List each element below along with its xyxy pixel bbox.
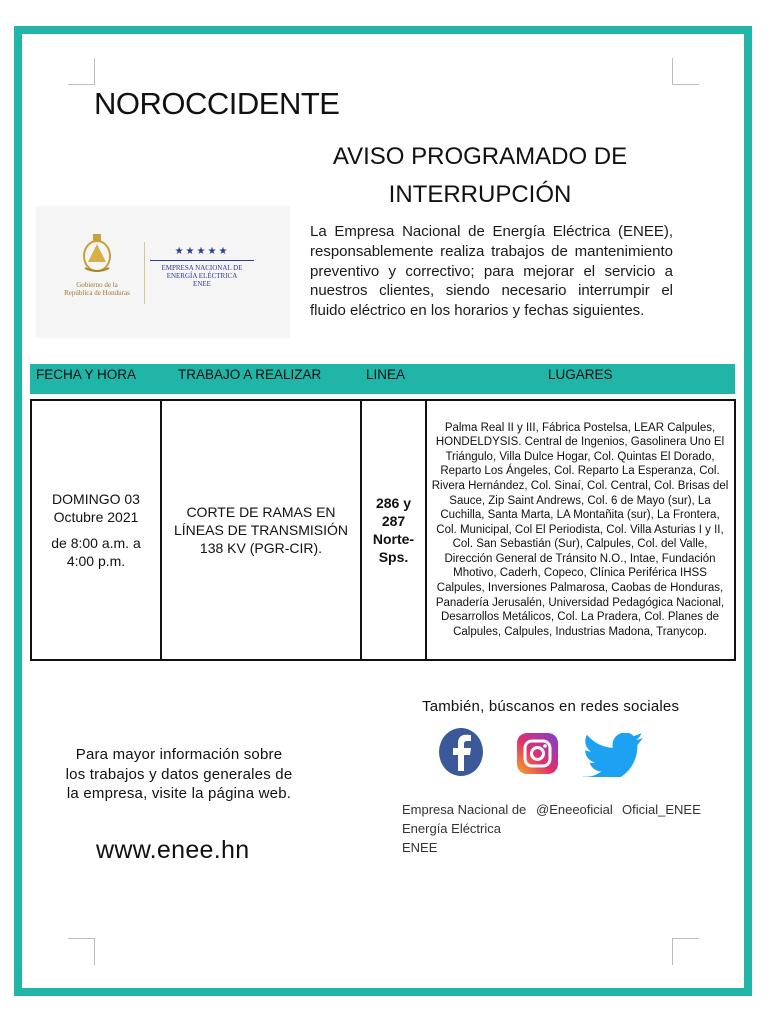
- honduras-coat-of-arms-icon: [79, 232, 115, 274]
- hora-start: de 8:00 a.m. a: [51, 535, 141, 551]
- instagram-handle: @Eneeoficial: [536, 802, 613, 817]
- enee-logo-rule: [150, 260, 254, 261]
- twitter-handle: Oficial_ENEE: [622, 802, 701, 817]
- trabajo-text: CORTE DE RAMAS EN LÍNEAS DE TRANSMISIÓN 138 KV (PGR-CIR).: [173, 504, 348, 556]
- table-header: [30, 364, 735, 394]
- twitter-icon[interactable]: [580, 733, 644, 777]
- website-link[interactable]: www.enee.hn: [96, 836, 250, 864]
- header-lugares: LUGARES: [548, 367, 613, 382]
- linea-line2: 287: [381, 513, 406, 529]
- fecha-day: DOMINGO 03: [52, 491, 140, 507]
- linea-line1: 286 y: [375, 495, 412, 511]
- notice-title-line1: AVISO PROGRAMADO DE: [332, 143, 628, 170]
- info-text: Para mayor información sobre los trabajos y datos generales de la empresa, visite la página web.: [65, 746, 293, 802]
- facebook-icon[interactable]: [438, 727, 484, 777]
- enee-logo: [146, 246, 258, 288]
- linea-line4: Sps.: [378, 549, 409, 565]
- crop-mark: [68, 938, 95, 965]
- notice-title: [300, 138, 660, 214]
- facebook-handle-line2: Energía Eléctrica: [402, 821, 501, 836]
- enee-text-line1: EMPRESA NACIONAL DE: [161, 264, 243, 272]
- enee-text-line3: ENEE: [193, 280, 211, 288]
- crop-mark: [672, 938, 699, 965]
- gov-text-line2: República de Honduras: [64, 289, 130, 297]
- header-trabajo: TRABAJO A REALIZAR: [178, 367, 322, 382]
- logos-panel: [36, 206, 290, 338]
- enee-text-line2: ENERGÍA ELÉCTRICA: [166, 272, 238, 280]
- social-title: También, búscanos en redes sociales: [422, 698, 680, 715]
- instagram-icon[interactable]: [516, 732, 559, 775]
- facebook-handle-line3: ENEE: [402, 840, 438, 855]
- cell-trabajo: [162, 401, 360, 659]
- facebook-handle-line1: Empresa Nacional de: [402, 802, 527, 817]
- government-logo: [54, 232, 140, 297]
- gov-text-line1: Gobierno de la: [76, 281, 118, 289]
- logo-divider: [144, 242, 145, 304]
- header-fecha: FECHA Y HORA: [36, 367, 137, 382]
- cell-lugares: [427, 401, 733, 659]
- lugares-text: Palma Real II y III, Fábrica Postelsa, LEAR Calpules, HONDELDYSIS. Central de Ingenios, Gasolinera Uno El Triángulo, Villa Dulce Hogar, Col. Quintas El Dorado, Reparto Los Ángeles, Col. Reparto La Esperanza, Col. Rivera Hernández, Col. Sinaí, Col. Central, Col. Brisas del Sauce, Zip Saint Andrews, Col. 6 de Mayo (sur), La Cuchilla, Santa Marta, LA Montañita (sur), La Frontera, Col. Municipal, Col El Periodista, Col. Villa Asturias I y II, Col. San Sebastián (Sur), Calpules, Col. del Valle, Dirección General de Tránsito N.O., Intae, Fundación Mhotivo, Caderh, Copeco, Clínica Periférica IHSS Calpules, Inversiones Palmarosa, Caobas de Honduras, Panadería Jerusalén, Universidad Pedagógica Nacional, Desarrollos Metálicos, Col. La Pradera, Col. Planes de Calpules, Calpules, Industrias Madona, Tranycop.: [431, 421, 729, 638]
- cell-linea: [362, 401, 425, 659]
- cell-fecha: [32, 401, 160, 659]
- header-linea: LINEA: [366, 367, 406, 382]
- outage-table-row: [30, 399, 736, 661]
- hora-end: 4:00 p.m.: [66, 553, 126, 569]
- linea-line3: Norte-: [372, 531, 415, 547]
- enee-stars-icon: ★★★★★: [174, 246, 230, 257]
- crop-mark: [68, 58, 95, 85]
- notice-title-line2: INTERRUPCIÓN: [388, 181, 572, 208]
- fecha-month: Octubre 2021: [53, 509, 139, 525]
- region-title: NOROCCIDENTE: [94, 86, 340, 121]
- crop-mark: [672, 58, 699, 85]
- intro-paragraph: La Empresa Nacional de Energía Eléctrica (ENEE), responsablemente realiza trabajos de mantenimiento preventivo y correctivo; para mejorar el servicio a nuestros clientes, siendo necesario interrumpir el fluido eléctrico en los horarios y fechas siguientes.: [310, 223, 673, 320]
